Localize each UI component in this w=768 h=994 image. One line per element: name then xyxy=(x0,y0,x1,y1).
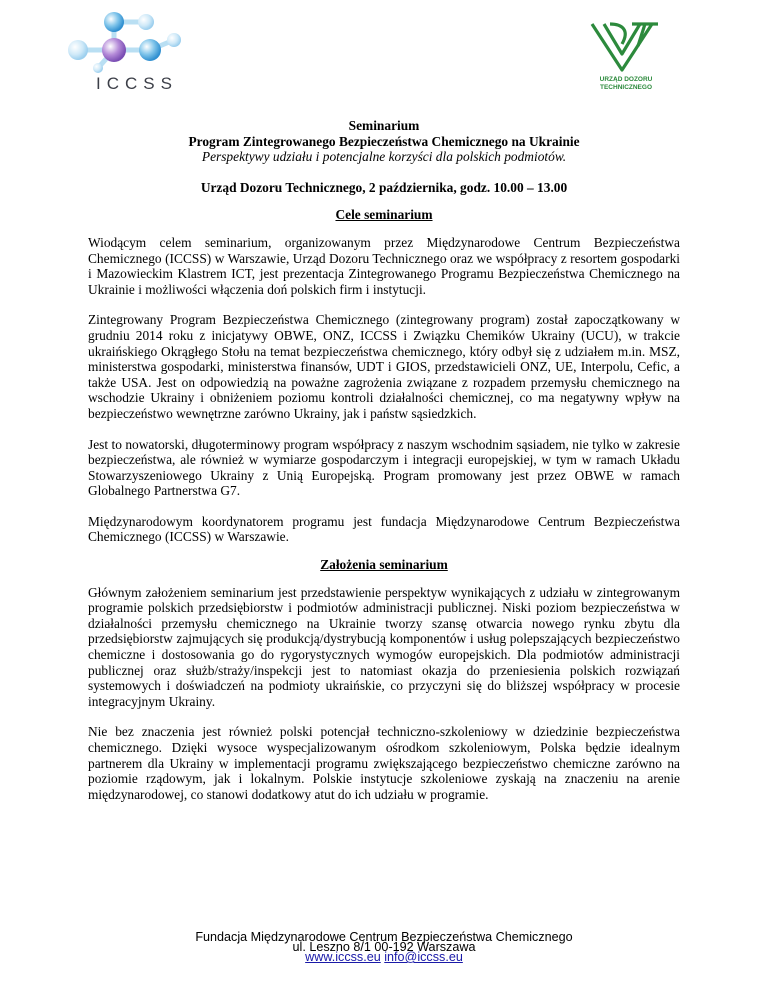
iccss-logo-text: ICCSS xyxy=(96,74,178,93)
paragraph: Zintegrowany Program Bezpieczeństwa Chemicznego (zintegrowany program) został zapoczątkowany w grudniu 2014 roku z inicjatywy OBWE, ONZ, ICCSS i Związku Chemików Ukrainy (UCU), w trakcie ukraińskiego Okrągłego Stołu na temat bezpieczeństwa chemicznego, który odbył się z udziałem m.in. MSZ, ministerstwa gospodarki, ministerstwa finansów, UDT i GIOS, przedstawicieli ONZ, UE, Interpolu, Cefic, a także USA. Jest on odpowiedzią na poważne zagrożenia związane z rozpadem przemysłu chemicznego na wschodzie Ukrainy i obniżeniem poziomu kontroli działalności chemicznej, co ma negatywny wpływ na bezpieczeństwo wewnętrzne zarówno Ukrainy, jak i państw sąsiedzkich. xyxy=(88,312,680,421)
udt-emblem-icon xyxy=(578,16,668,76)
event-details: Urząd Dozoru Technicznego, 2 października, godz. 10.00 – 13.00 xyxy=(200,179,568,195)
email-link[interactable]: info@iccss.eu xyxy=(384,950,463,964)
udt-logo xyxy=(578,16,668,100)
iccss-logo xyxy=(58,10,198,98)
molecule-icon xyxy=(58,10,198,74)
paragraph: Wiodącym celem seminarium, organizowanym przez Międzynarodowe Centrum Bezpieczeństwa Chemicznego (ICCSS) w Warszawie, Urząd Dozoru Technicznego oraz we współpracy z resortem gospodarki i Mazowieckim Klastrem ICT, jest prezentacja Zintegrowanego Programu Bezpieczeństwa Chemicznego na Ukrainie i możliwości włączenia doń polskich firm i instytucji. xyxy=(88,234,680,297)
udt-logo-text-line2: TECHNICZNEGO xyxy=(600,84,652,91)
page-footer xyxy=(0,932,768,962)
footer-address: ul. Leszno 8/1 00-192 Warszawa xyxy=(292,940,476,954)
program-title: Program Zintegrowanego Bezpieczeństwa Chemicznego na Ukrainie xyxy=(188,133,580,149)
paragraph: Głównym założeniem seminarium jest przedstawienie perspektyw wynikających z udziału w zintegrowanym programie polskich przedsiębiorstw i podmiotów administracji publicznej. Niski poziom bezpieczeństwa w działalności przemysłu chemicznego na Ukrainie tworzy szansę otwarcia nowego rynku zbytu dla przedsiębiorstw zajmujących się produkcją/dystrybucją komponentów i usług polepszających bezpieczeństwo chemiczne i dostosowania go do rygorystycznych wymogów europejskich. Dla podmiotów administracji publicznej oraz służb/straży/inspekcji jest to natomiast okazja do przeniesienia polskich rozwiązań systemowych i doświadczeń na podmioty ukraińskie, co przyczyni się do bliższej współpracy w procesie integracyjnym Ukrainy. xyxy=(88,584,680,709)
website-link[interactable]: www.iccss.eu xyxy=(305,950,381,964)
document-subtitle: Perspektywy udziału i potencjalne korzyści dla polskich podmiotów. xyxy=(201,149,567,165)
paragraph: Jest to nowatorski, długoterminowy program współpracy z naszym wschodnim sąsiadem, nie tylko w zakresie bezpieczeństwa, ale również w wymiarze gospodarczym i integracji europejskiej, w tym w ramach Układu Stowarzyszeniowego Ukrainy z Unią Europejską. Program promowany jest przez OBWE w ramach Globalnego Partnerstwa G7. xyxy=(88,436,680,499)
paragraph: Nie bez znaczenia jest również polski potencjał techniczno-szkoleniowy w dziedzinie bezpieczeństwa chemicznego. Dzięki wysoce wyspecjalizowanym ośrodkom szkoleniowym, Polska będzie idealnym partnerem dla Ukrainy w implementacji programu zwiększającego bezpieczeństwo chemiczne zarówno na poziomie rządowym, jak i lokalnym. Polskie instytucje szkoleniowe zyskają na znaczeniu na arenie międzynarodowej, co stanowi dodatkowy atut do ich udziału w programie. xyxy=(88,724,680,802)
document-body xyxy=(88,118,680,802)
document-title: Seminarium xyxy=(348,118,420,133)
footer-links xyxy=(0,952,768,962)
udt-logo-text-line1: URZĄD DOZORU xyxy=(599,76,653,83)
footer-organization: Fundacja Międzynarodowe Centrum Bezpieczeństwa Chemicznego xyxy=(195,930,573,944)
section-heading-goals: Cele seminarium xyxy=(335,207,433,223)
paragraph: Międzynarodowym koordynatorem programu jest fundacja Międzynarodowe Centrum Bezpieczeństwa Chemicznego (ICCSS) w Warszawie. xyxy=(88,513,680,545)
section-heading-assumptions: Założenia seminarium xyxy=(320,557,448,573)
